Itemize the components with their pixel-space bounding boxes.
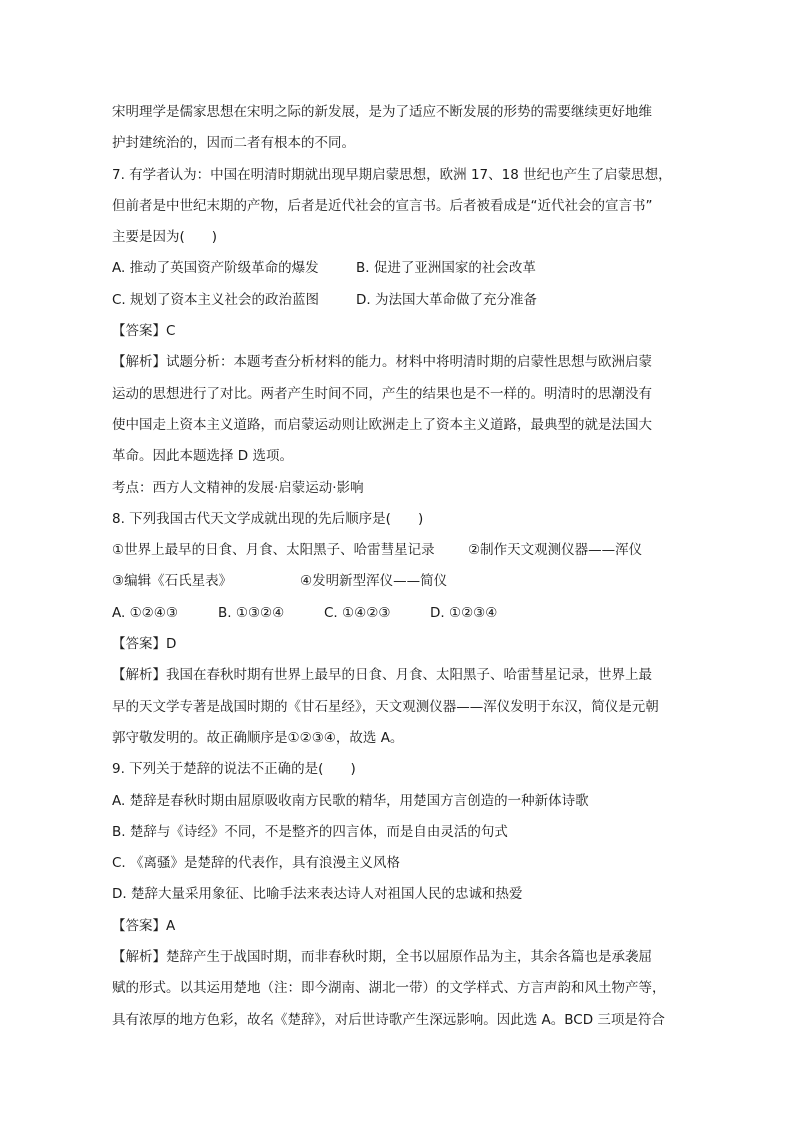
question-9-stem: 9. 下列关于楚辞的说法不正确的是( ) <box>112 761 356 778</box>
option-a: A. ①②④③ <box>112 604 178 621</box>
question-8-items-row-1 <box>112 535 690 566</box>
explanation-7: 【解析】试题分析：本题考查分析材料的能力。材料中将明清时期的启蒙性思想与欧洲启蒙 <box>112 354 652 371</box>
option-c: C. 规划了资本主义社会的政治蓝图 <box>112 291 320 308</box>
option-a: A. 楚辞是春秋时期由屈原吸收南方民歌的精华，用楚国方言创造的一种新体诗歌 <box>112 792 589 809</box>
question-7-options-row-2 <box>112 285 690 316</box>
answer-8: 【答案】D <box>112 636 177 653</box>
item-4: ④发明新型浑仪——简仪 <box>300 573 448 590</box>
item-3: ③编辑《石氏星表》 <box>112 573 233 590</box>
explanation-9: 具有浓厚的地方色彩，故名《楚辞》，对后世诗歌产生深远影响。因此选 A。BCD 三项是符合 <box>112 1011 665 1028</box>
answer-7: 【答案】C <box>112 323 176 340</box>
question-7-stem: 主要是因为( ) <box>112 229 218 246</box>
paragraph-line: 宋明理学是儒家思想在宋明之际的新发展，是为了适应不断发展的形势的需要继续更好地维 <box>112 104 652 120</box>
explanation-7: 使中国走上资本主义道路，而启蒙运动则让欧洲走上了资本主义道路，最典型的就是法国大 <box>112 416 652 433</box>
paragraph-line: 护封建统治的，因而二者有根本的不同。 <box>112 135 355 152</box>
explanation-8: 郭守敬发明的。故正确顺序是①②③④，故选 A。 <box>112 729 404 746</box>
question-7-options-row-1 <box>112 253 690 284</box>
question-7-stem: 7. 有学者认为：中国在明清时期就出现早期启蒙思想，欧洲 17、18 世纪也产生了启蒙思想， <box>112 166 672 183</box>
document-page <box>112 97 690 1036</box>
option-a: A. 推动了英国资产阶级革命的爆发 <box>112 260 319 277</box>
option-c: C. ①④②③ <box>324 604 391 621</box>
explanation-9: 【解析】楚辞产生于战国时期，而非春秋时期，全书以屈原作品为主，其余各篇也是承袭屈 <box>112 949 652 966</box>
question-7-stem: 但前者是中世纪末期的产物，后者是近代社会的宣言书。后者被看成是“近代社会的宣言书” <box>112 197 653 214</box>
explanation-8: 【解析】我国在春秋时期有世界上最早的日食、月食、太阳黑子、哈雷彗星记录，世界上最 <box>112 667 652 684</box>
item-2: ②制作天文观测仪器——浑仪 <box>468 542 643 559</box>
option-b: B. ①③②④ <box>218 604 285 621</box>
explanation-7: 运动的思想进行了对比。两者产生时间不同，产生的结果也是不一样的。明清时的思潮没有 <box>112 385 652 402</box>
answer-9: 【答案】A <box>112 917 176 934</box>
option-b: B. 楚辞与《诗经》不同，不是整齐的四言体，而是自由灵活的句式 <box>112 823 508 840</box>
knowledge-point-7: 考点：西方人文精神的发展·启蒙运动·影响 <box>112 479 364 496</box>
explanation-8: 早的天文学专著是战国时期的《甘石星经》，天文观测仪器——浑仪发明于东汉，简仪是元朝 <box>112 698 659 715</box>
option-d: D. 为法国大革命做了充分准备 <box>356 291 537 308</box>
option-b: B. 促进了亚洲国家的社会改革 <box>356 260 536 277</box>
explanation-7: 革命。因此本题选择 D 选项。 <box>112 448 293 465</box>
question-8-items-row-2 <box>112 566 690 597</box>
explanation-9: 赋的形式。以其运用楚地（注：即今湖南、湖北一带）的文学样式、方言声韵和风土物产等， <box>112 980 666 997</box>
item-1: ①世界上最早的日食、月食、太阳黑子、哈雷彗星记录 <box>112 542 435 559</box>
option-d: D. 楚辞大量采用象征、比喻手法来表达诗人对祖国人民的忠诚和热爱 <box>112 886 523 903</box>
question-8-options <box>112 598 690 629</box>
option-d: D. ①②③④ <box>430 604 498 621</box>
option-c: C. 《离骚》是楚辞的代表作，具有浪漫主义风格 <box>112 855 401 872</box>
question-8-stem: 8. 下列我国古代天文学成就出现的先后顺序是( ) <box>112 510 424 527</box>
